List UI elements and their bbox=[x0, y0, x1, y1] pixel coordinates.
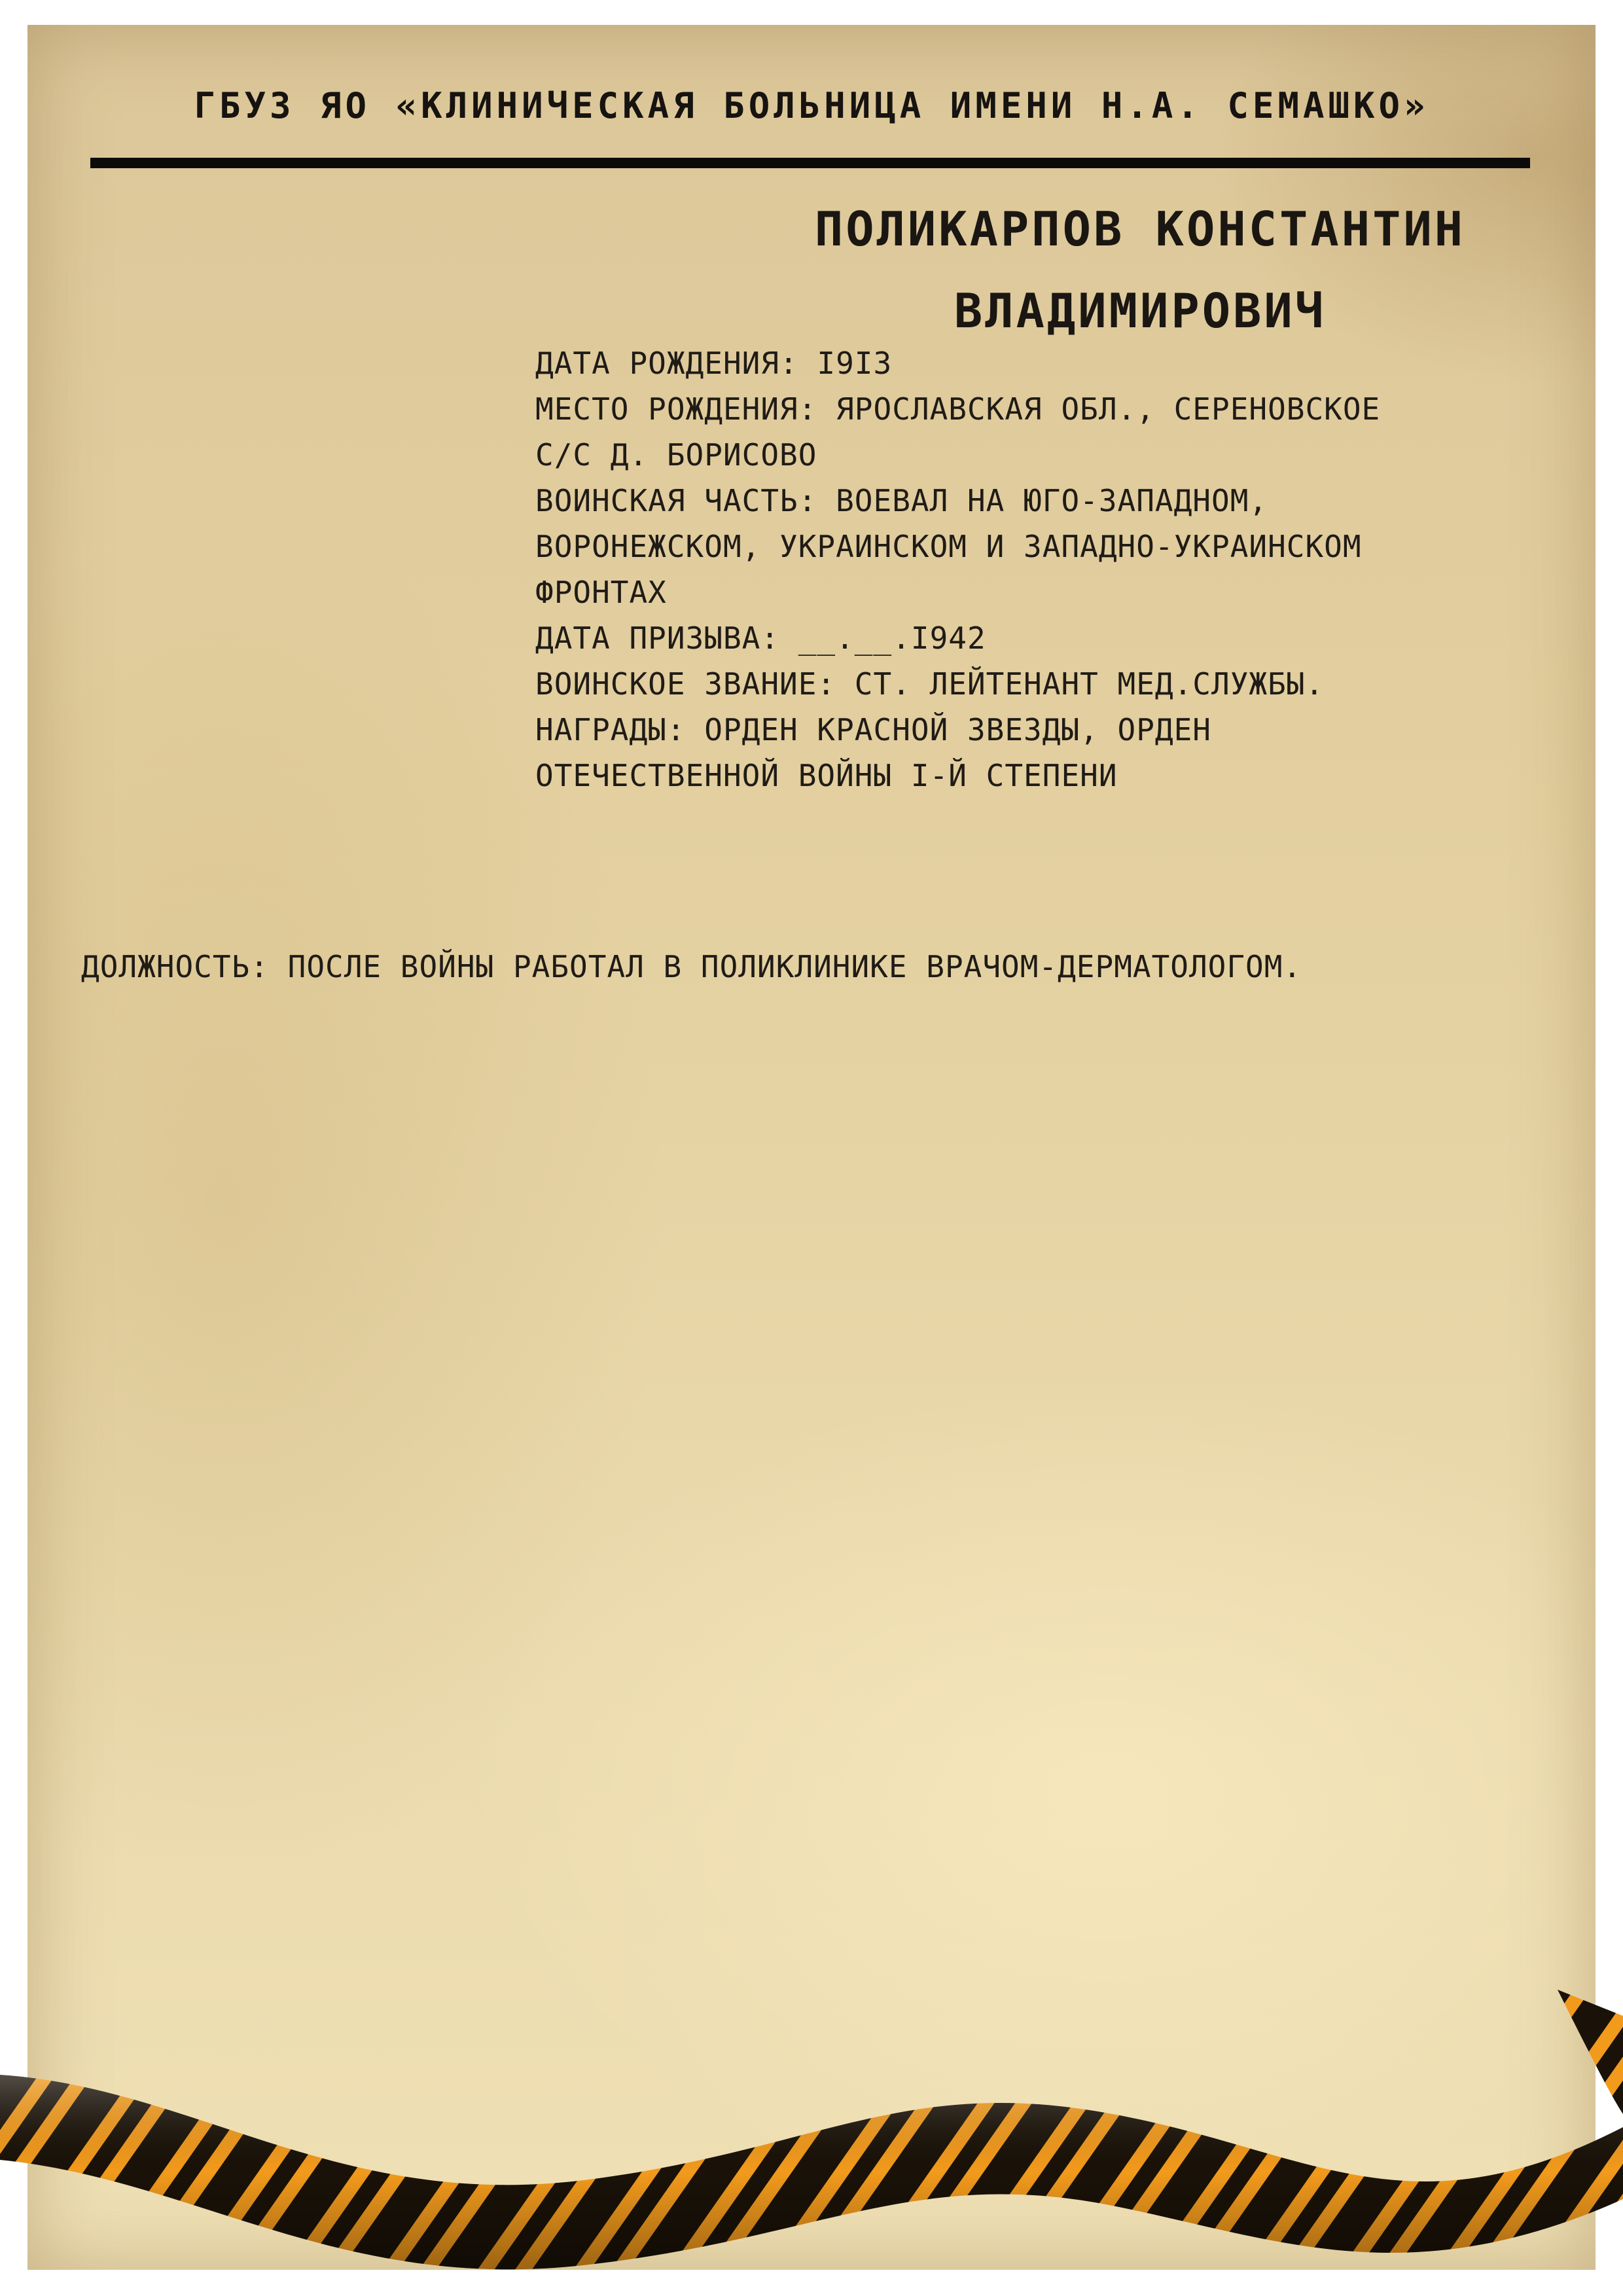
birth-place-line-2: С/С Д. БОРИСОВО bbox=[535, 437, 817, 473]
awards-line-2: ОТЕЧЕСТВЕННОЙ ВОЙНЫ I-Й СТЕПЕНИ bbox=[535, 758, 1118, 793]
position-text: ДОЛЖНОСТЬ: ПОСЛЕ ВОЙНЫ РАБОТАЛ В ПОЛИКЛИНИКЕ ВРАЧОМ-ДЕРМАТОЛОГОМ. bbox=[81, 949, 1302, 984]
military-unit-line-2: ВОРОНЕЖСКОМ, УКРАИНСКОМ И ЗАПАДНО-УКРАИНСКОМ bbox=[535, 529, 1362, 564]
person-name bbox=[682, 188, 1598, 352]
military-unit-line-1: ВОИНСКАЯ ЧАСТЬ: ВОЕВАЛ НА ЮГО-ЗАПАДНОМ, bbox=[535, 483, 1268, 518]
military-unit-line-3: ФРОНТАХ bbox=[535, 575, 667, 610]
header-divider bbox=[90, 158, 1530, 168]
person-name-line-2: ВЛАДИМИРОВИЧ bbox=[954, 283, 1327, 338]
aged-paper-background bbox=[27, 25, 1596, 2270]
organization-header: ГБУЗ ЯО «КЛИНИЧЕСКАЯ БОЛЬНИЦА ИМЕНИ Н.А. СЕМАШКО» bbox=[194, 85, 1429, 126]
military-rank: ВОИНСКОЕ ЗВАНИЕ: СТ. ЛЕЙТЕНАНТ МЕД.СЛУЖБЫ. bbox=[535, 666, 1325, 702]
birth-date: ДАТА РОЖДЕНИЯ: I9I3 bbox=[535, 346, 893, 381]
awards-line-1: НАГРАДЫ: ОРДЕН КРАСНОЙ ЗВЕЗДЫ, ОРДЕН bbox=[535, 712, 1211, 747]
person-details bbox=[535, 340, 1582, 798]
conscription-date: ДАТА ПРИЗЫВА: __.__.I942 bbox=[535, 620, 986, 656]
st-george-ribbon-icon bbox=[0, 1964, 1623, 2296]
birth-place-line-1: МЕСТО РОЖДЕНИЯ: ЯРОСЛАВСКАЯ ОБЛ., СЕРЕНОВСКОЕ bbox=[535, 391, 1381, 427]
person-name-line-1: ПОЛИКАРПОВ КОНСТАНТИН bbox=[814, 202, 1466, 257]
